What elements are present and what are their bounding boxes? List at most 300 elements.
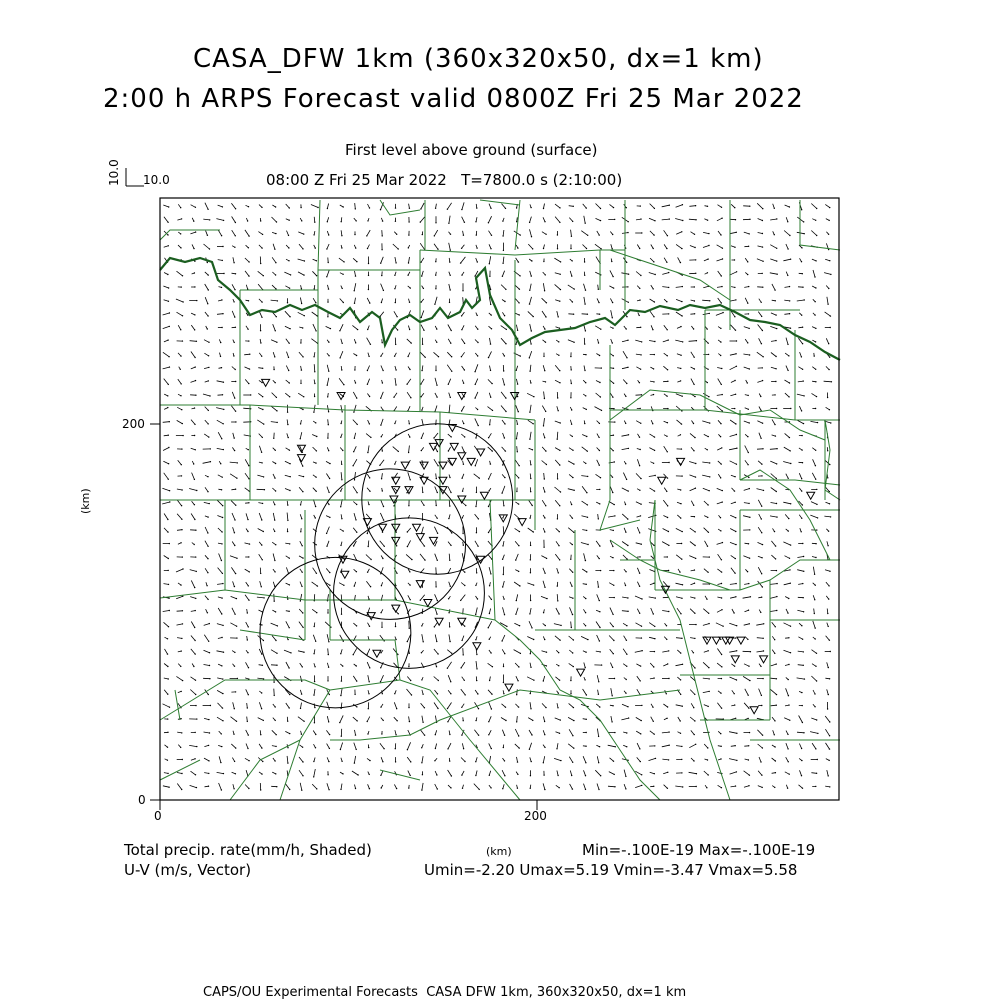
wind-vector-head xyxy=(316,573,317,574)
wind-vector-head xyxy=(327,774,328,775)
wind-vector-head xyxy=(517,788,518,789)
wind-vector-head xyxy=(775,381,776,382)
wind-vector xyxy=(515,474,518,478)
wind-vector-head xyxy=(302,761,303,762)
wind-vector xyxy=(730,232,737,233)
wind-vector-head xyxy=(398,451,399,452)
wind-vector-head xyxy=(463,423,464,424)
wind-vector-head xyxy=(801,435,802,436)
wind-vector-head xyxy=(693,652,694,653)
wind-vector-head xyxy=(517,774,518,775)
wind-vector-head xyxy=(462,491,463,492)
wind-vector-head xyxy=(546,598,547,599)
wind-vector-head xyxy=(301,369,302,370)
wind-vector-head xyxy=(221,531,222,532)
wind-vector-head xyxy=(434,626,435,627)
wind-vector-head xyxy=(749,219,750,220)
wind-vector xyxy=(569,218,572,222)
wind-vector xyxy=(420,730,424,735)
wind-vector-head xyxy=(300,207,301,208)
wind-vector-head xyxy=(409,571,410,572)
wind-vector-head xyxy=(354,694,355,695)
wind-vector xyxy=(476,500,477,507)
wind-vector-head xyxy=(706,599,707,600)
wind-vector xyxy=(663,664,667,666)
wind-vector-head xyxy=(598,342,599,343)
wind-vector-head xyxy=(302,666,303,667)
wind-vector xyxy=(514,650,521,654)
wind-vector-head xyxy=(788,704,789,705)
station-marker xyxy=(480,492,488,499)
wind-vector xyxy=(394,784,396,788)
wind-vector xyxy=(543,581,545,588)
wind-vector-head xyxy=(249,354,250,355)
wind-vector-head xyxy=(504,760,505,761)
wind-vector-head xyxy=(421,625,422,626)
wind-vector-head xyxy=(300,600,301,601)
wind-vector-head xyxy=(248,600,249,601)
wind-vector-head xyxy=(720,423,721,424)
wind-vector xyxy=(597,784,599,790)
wind-vector xyxy=(827,297,828,304)
wind-vector xyxy=(556,608,559,614)
wind-vector-head xyxy=(490,370,491,371)
wind-vector xyxy=(810,515,817,518)
wind-vector-head xyxy=(222,678,223,679)
wind-vector-head xyxy=(814,706,815,707)
wind-vector xyxy=(217,651,224,652)
wind-vector-head xyxy=(639,382,640,383)
wind-vector xyxy=(273,244,275,249)
wind-vector xyxy=(216,408,224,410)
wind-vector-head xyxy=(234,666,235,667)
wind-vector-head xyxy=(209,652,210,653)
wind-vector xyxy=(205,297,208,304)
wind-vector-head xyxy=(438,680,439,681)
wind-vector xyxy=(177,312,183,316)
field-wind-label: U-V (m/s, Vector) xyxy=(124,861,252,879)
wind-vector-head xyxy=(829,409,830,410)
wind-vector-head xyxy=(655,274,656,275)
wind-vector xyxy=(327,270,329,277)
wind-vector-head xyxy=(789,774,790,775)
wind-vector-head xyxy=(356,504,357,505)
wind-vector xyxy=(826,582,829,586)
wind-vector-head xyxy=(435,222,436,223)
wind-vector xyxy=(475,514,479,519)
wind-vector-head xyxy=(505,720,506,721)
wind-vector-head xyxy=(490,652,491,653)
wind-vector-head xyxy=(289,288,290,289)
wind-vector-head xyxy=(289,450,290,451)
wind-vector-head xyxy=(587,544,588,545)
wind-vector xyxy=(731,568,735,573)
wind-vector xyxy=(703,678,709,679)
wind-vector-head xyxy=(816,396,817,397)
station-marker xyxy=(416,534,424,541)
wind-vector xyxy=(515,744,519,748)
wind-vector xyxy=(745,446,749,453)
wind-vector-head xyxy=(721,583,722,584)
wind-vector-head xyxy=(736,340,737,341)
wind-vector xyxy=(286,703,289,708)
wind-vector-head xyxy=(557,707,558,708)
wind-vector-head xyxy=(828,234,829,235)
wind-vector-head xyxy=(639,437,640,438)
wind-vector-head xyxy=(586,530,587,531)
wind-vector-head xyxy=(612,546,613,547)
wind-vector xyxy=(662,287,668,288)
wind-vector-head xyxy=(395,302,396,303)
wind-vector-head xyxy=(328,342,329,343)
wind-vector-head xyxy=(530,491,531,492)
wind-vector-head xyxy=(475,761,476,762)
wind-vector xyxy=(448,379,450,385)
wind-vector-head xyxy=(585,667,586,668)
wind-vector xyxy=(784,447,790,451)
wind-vector-head xyxy=(474,371,475,372)
wind-vector xyxy=(529,730,532,735)
y-tick-200: 200 xyxy=(122,417,145,431)
wind-vector-head xyxy=(681,598,682,599)
wind-vector xyxy=(731,786,736,787)
wind-vector-head xyxy=(437,249,438,250)
wind-vector xyxy=(233,784,234,789)
wind-vector xyxy=(232,284,235,289)
wind-vector-head xyxy=(776,678,777,679)
wind-vector-head xyxy=(572,762,573,763)
wind-vector xyxy=(271,422,277,423)
wind-vector-head xyxy=(777,274,778,275)
wind-vector-head xyxy=(462,533,463,534)
wind-vector-head xyxy=(420,396,421,397)
wind-vector xyxy=(218,568,223,574)
wind-vector-head xyxy=(530,693,531,694)
wind-vector-head xyxy=(530,653,531,654)
wind-vector-head xyxy=(814,613,815,614)
wind-vector-head xyxy=(545,625,546,626)
wind-vector xyxy=(771,353,776,357)
wind-vector-head xyxy=(531,761,532,762)
wind-vector xyxy=(717,488,723,490)
wind-vector-head xyxy=(263,597,264,598)
wind-vector-head xyxy=(817,422,818,423)
wind-vector-head xyxy=(381,627,382,628)
wind-vector-head xyxy=(763,650,764,651)
wind-vector-head xyxy=(463,235,464,236)
wind-vector-head xyxy=(749,732,750,733)
wind-vector-head xyxy=(573,206,574,207)
wind-vector xyxy=(272,393,277,398)
wind-vector-head xyxy=(543,612,544,613)
wind-vector xyxy=(271,623,278,626)
wind-vector-head xyxy=(803,651,804,652)
wind-vector-head xyxy=(614,504,615,505)
wind-vector xyxy=(218,260,223,261)
wind-vector-head xyxy=(722,394,723,395)
wind-vector-head xyxy=(680,489,681,490)
wind-vector-head xyxy=(680,355,681,356)
wind-vector-head xyxy=(314,222,315,223)
wind-vector-head xyxy=(262,437,263,438)
wind-vector-head xyxy=(599,600,600,601)
wind-vector-head xyxy=(722,501,723,502)
wind-vector xyxy=(635,651,642,653)
wind-vector xyxy=(488,663,493,666)
wind-vector xyxy=(327,783,329,789)
wind-vector-head xyxy=(681,301,682,302)
wind-vector xyxy=(530,474,531,479)
wind-vector-head xyxy=(816,504,817,505)
station-marker xyxy=(420,462,428,469)
wind-vector xyxy=(624,528,626,532)
wind-vector-head xyxy=(559,680,560,681)
wind-vector xyxy=(595,326,601,329)
wind-vector xyxy=(611,310,613,318)
wind-vector xyxy=(233,527,235,533)
wind-vector-head xyxy=(380,424,381,425)
wind-vector xyxy=(328,648,329,654)
wind-vector-head xyxy=(342,274,343,275)
wind-vector xyxy=(204,650,210,652)
wind-vector xyxy=(354,433,355,438)
wind-vector xyxy=(354,446,357,451)
wind-vector-head xyxy=(736,434,737,435)
wind-vector-head xyxy=(220,463,221,464)
wind-vector-head xyxy=(180,395,181,396)
wind-vector-head xyxy=(639,465,640,466)
wind-vector-head xyxy=(776,463,777,464)
wind-vector xyxy=(259,744,262,748)
wind-vector xyxy=(163,786,169,787)
wind-vector xyxy=(447,662,451,668)
wind-vector-head xyxy=(300,504,301,505)
wind-vector-head xyxy=(817,517,818,518)
wind-vector-head xyxy=(287,599,288,600)
wind-vector xyxy=(462,771,464,775)
wind-vector-head xyxy=(326,533,327,534)
wind-vector-head xyxy=(303,476,304,477)
wind-vector-head xyxy=(641,544,642,545)
wind-vector xyxy=(503,230,504,236)
wind-vector xyxy=(770,259,776,261)
wind-vector-head xyxy=(315,747,316,748)
wind-vector xyxy=(650,299,655,302)
wind-vector-head xyxy=(721,368,722,369)
wind-vector-head xyxy=(505,411,506,412)
wind-vector-head xyxy=(328,761,329,762)
wind-vector-head xyxy=(518,545,519,546)
wind-vector-head xyxy=(300,342,301,343)
wind-vector xyxy=(354,756,355,763)
wind-vector-head xyxy=(640,327,641,328)
wind-vector-head xyxy=(708,354,709,355)
wind-vector-head xyxy=(626,640,627,641)
wind-vector-head xyxy=(181,218,182,219)
wind-vector-head xyxy=(367,384,368,385)
wind-vector-head xyxy=(369,207,370,208)
wind-vector xyxy=(690,690,695,695)
wind-vector-head xyxy=(420,262,421,263)
wind-vector xyxy=(770,516,777,517)
wind-vector-head xyxy=(397,329,398,330)
wind-vector-head xyxy=(289,558,290,559)
wind-vector-head xyxy=(789,206,790,207)
wind-vector-head xyxy=(721,384,722,385)
wind-vector-head xyxy=(167,274,168,275)
wind-vector-head xyxy=(248,275,249,276)
wind-vector-head xyxy=(709,691,710,692)
wind-vector xyxy=(434,352,439,356)
wind-vector-head xyxy=(694,234,695,235)
wind-vector-head xyxy=(221,235,222,236)
wind-vector-head xyxy=(774,234,775,235)
wind-vector-head xyxy=(668,611,669,612)
wind-vector-head xyxy=(667,451,668,452)
radar-ring xyxy=(260,557,411,708)
wind-vector-head xyxy=(735,531,736,532)
wind-vector xyxy=(784,300,789,301)
wind-vector xyxy=(353,258,357,261)
wind-vector xyxy=(555,500,560,506)
wind-vector-head xyxy=(570,680,571,681)
wind-vector-head xyxy=(381,585,382,586)
wind-vector-head xyxy=(289,543,290,544)
wind-vector-head xyxy=(652,707,653,708)
wind-vector-head xyxy=(721,275,722,276)
wind-vector-head xyxy=(367,572,368,573)
wind-vector-head xyxy=(640,761,641,762)
wind-vector-head xyxy=(424,707,425,708)
wind-vector-head xyxy=(475,720,476,721)
wind-vector-head xyxy=(749,488,750,489)
wind-vector-head xyxy=(774,720,775,721)
wind-vector-head xyxy=(327,385,328,386)
wind-vector-head xyxy=(167,694,168,695)
wind-vector-head xyxy=(421,317,422,318)
wind-vector-head xyxy=(275,720,276,721)
wind-vector-head xyxy=(748,503,749,504)
wind-vector xyxy=(662,219,670,220)
wind-vector-head xyxy=(545,505,546,506)
wind-vector-head xyxy=(748,452,749,453)
wind-vector-head xyxy=(327,612,328,613)
wind-vector xyxy=(340,324,343,331)
wind-vector xyxy=(584,770,586,775)
wind-vector-head xyxy=(234,437,235,438)
wind-vector xyxy=(339,258,344,262)
wind-vector-head xyxy=(735,544,736,545)
station-marker xyxy=(760,656,768,663)
wind-vector xyxy=(609,636,614,641)
wind-vector xyxy=(597,460,600,465)
wind-vector-head xyxy=(748,666,749,667)
wind-vector-head xyxy=(653,677,654,678)
wind-vector xyxy=(744,489,750,491)
wind-vector-head xyxy=(275,706,276,707)
wind-vector-head xyxy=(168,598,169,599)
wind-vector-head xyxy=(516,370,517,371)
wind-vector-head xyxy=(641,637,642,638)
wind-vector-head xyxy=(234,614,235,615)
wind-vector xyxy=(205,596,208,600)
wind-vector-head xyxy=(236,478,237,479)
wind-vector-head xyxy=(505,289,506,290)
wind-vector-head xyxy=(315,330,316,331)
wind-vector-head xyxy=(354,290,355,291)
wind-vector-head xyxy=(382,558,383,559)
wind-vector-head xyxy=(288,370,289,371)
wind-vector xyxy=(164,556,169,559)
wind-vector-head xyxy=(762,208,763,209)
wind-vector xyxy=(730,366,737,369)
wind-vector xyxy=(461,583,465,586)
wind-vector-head xyxy=(408,452,409,453)
wind-vector-head xyxy=(641,341,642,342)
wind-vector xyxy=(420,217,424,222)
wind-vector-head xyxy=(721,218,722,219)
wind-vector-head xyxy=(168,301,169,302)
wind-vector-head xyxy=(598,681,599,682)
wind-vector-head xyxy=(625,776,626,777)
wind-vector-head xyxy=(194,272,195,273)
wind-vector xyxy=(717,395,722,396)
wind-vector-head xyxy=(420,221,421,222)
wind-vector-head xyxy=(804,233,805,234)
wind-vector-head xyxy=(167,760,168,761)
wind-vector-head xyxy=(693,328,694,329)
wind-vector xyxy=(381,675,384,682)
wind-vector xyxy=(662,273,668,275)
wind-vector xyxy=(189,489,197,491)
wind-vector xyxy=(216,219,223,221)
wind-vector-head xyxy=(477,315,478,316)
wind-vector xyxy=(663,366,667,370)
wind-vector xyxy=(502,730,504,736)
wind-vector-head xyxy=(599,489,600,490)
wind-vector xyxy=(650,731,654,734)
wind-vector xyxy=(758,771,762,775)
wind-vector-head xyxy=(557,600,558,601)
wind-vector-head xyxy=(516,694,517,695)
wind-vector xyxy=(488,555,491,559)
wind-vector-head xyxy=(599,450,600,451)
wind-vector-head xyxy=(599,503,600,504)
wind-vector xyxy=(341,230,342,235)
wind-vector-head xyxy=(451,775,452,776)
wind-vector-head xyxy=(544,517,545,518)
wind-vector xyxy=(610,393,613,397)
wind-vector-head xyxy=(707,206,708,207)
wind-vector-head xyxy=(223,773,224,774)
wind-vector-head xyxy=(504,614,505,615)
wind-vector-head xyxy=(573,720,574,721)
wind-vector xyxy=(409,204,410,209)
wind-vector-head xyxy=(694,638,695,639)
wind-vector xyxy=(287,513,288,521)
wind-vector-head xyxy=(829,220,830,221)
wind-vector xyxy=(422,487,423,493)
wind-vector-head xyxy=(247,639,248,640)
wind-vector xyxy=(259,554,263,560)
wind-vector-head xyxy=(801,748,802,749)
wind-vector-head xyxy=(464,369,465,370)
x-tick-0: 0 xyxy=(154,809,162,823)
wind-vector xyxy=(827,689,829,694)
wind-vector xyxy=(381,595,382,600)
wind-vector xyxy=(502,704,506,707)
wind-vector-head xyxy=(410,397,411,398)
